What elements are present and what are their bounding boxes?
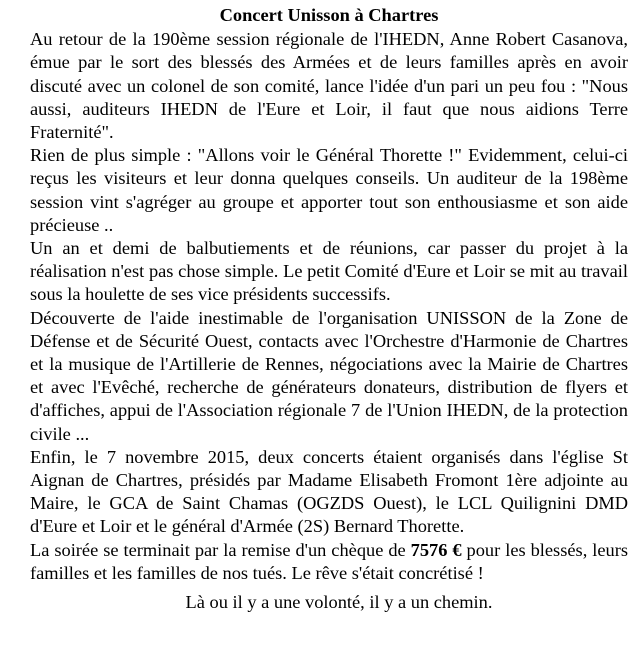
paragraph-thorette-visit: Rien de plus simple : "Allons voir le Général Thorette !" Evidemment, celui-ci reçus les visiteurs et leur donna quelques conseils. Un auditeur de la 198ème session vint s'agréger au groupe et apporter tout son enthousiasme et son aide précieuse .. xyxy=(30,145,628,235)
document-title: Concert Unisson à Chartres xyxy=(219,5,439,25)
paragraph-concerts: Enfin, le 7 novembre 2015, deux concerts étaient organisés dans l'église St Aignan de Chartres, présidés par Madame Elisabeth Fromont 1ère adjointe au Maire, le GCA de Saint Chamas (OGZDS Ouest), le LCL Quilignini DMD d'Eure et Loir et le général d'Armée (2S) Bernard Thorette. xyxy=(30,446,628,537)
paragraph-closing xyxy=(30,539,628,585)
paragraph-origin: Au retour de la 190ème session régionale de l'IHEDN, Anne Robert Casanova, émue par le sort des blessés des Armées et de leurs familles après en avoir discuté avec un colonel de son comité, lance l'idée d'un pari un peu fou : "Nous aussi, auditeurs IHEDN de l'Eure et Loir, il faut que nous aidions Terre Fraternité". xyxy=(30,29,628,143)
closing-motto: Là ou il y a une volonté, il y a un chemin. xyxy=(185,592,493,613)
paragraph-partners: Découverte de l'aide inestimable de l'organisation UNISSON de la Zone de Défense et de Sécurité Ouest, contacts avec l'Orchestre d'Harmonie de Chartres et la musique de l'Artillerie de Rennes, négociations avec la Mairie de Chartres et avec l'Evêché, recherche de générateurs donateurs, distribution de flyers et d'affiches, appui de l'Association régionale 7 de l'Union IHEDN, de la protection civile ... xyxy=(30,307,628,444)
closing-text-after: pour les blessés, leurs familles et les familles de nos tués. Le rêve s'était concrétisé ! xyxy=(30,539,628,583)
closing-text-before: La soirée se terminait par la remise d'un chèque de xyxy=(30,539,411,560)
donation-amount: 7576 € xyxy=(410,539,462,560)
paragraph-preparation: Un an et demi de balbutiements et de réunions, car passer du projet à la réalisation n'est pas chose simple. Le petit Comité d'Eure et Loir se mit au travail sous la houlette de ses vice présidents successifs. xyxy=(30,238,628,305)
